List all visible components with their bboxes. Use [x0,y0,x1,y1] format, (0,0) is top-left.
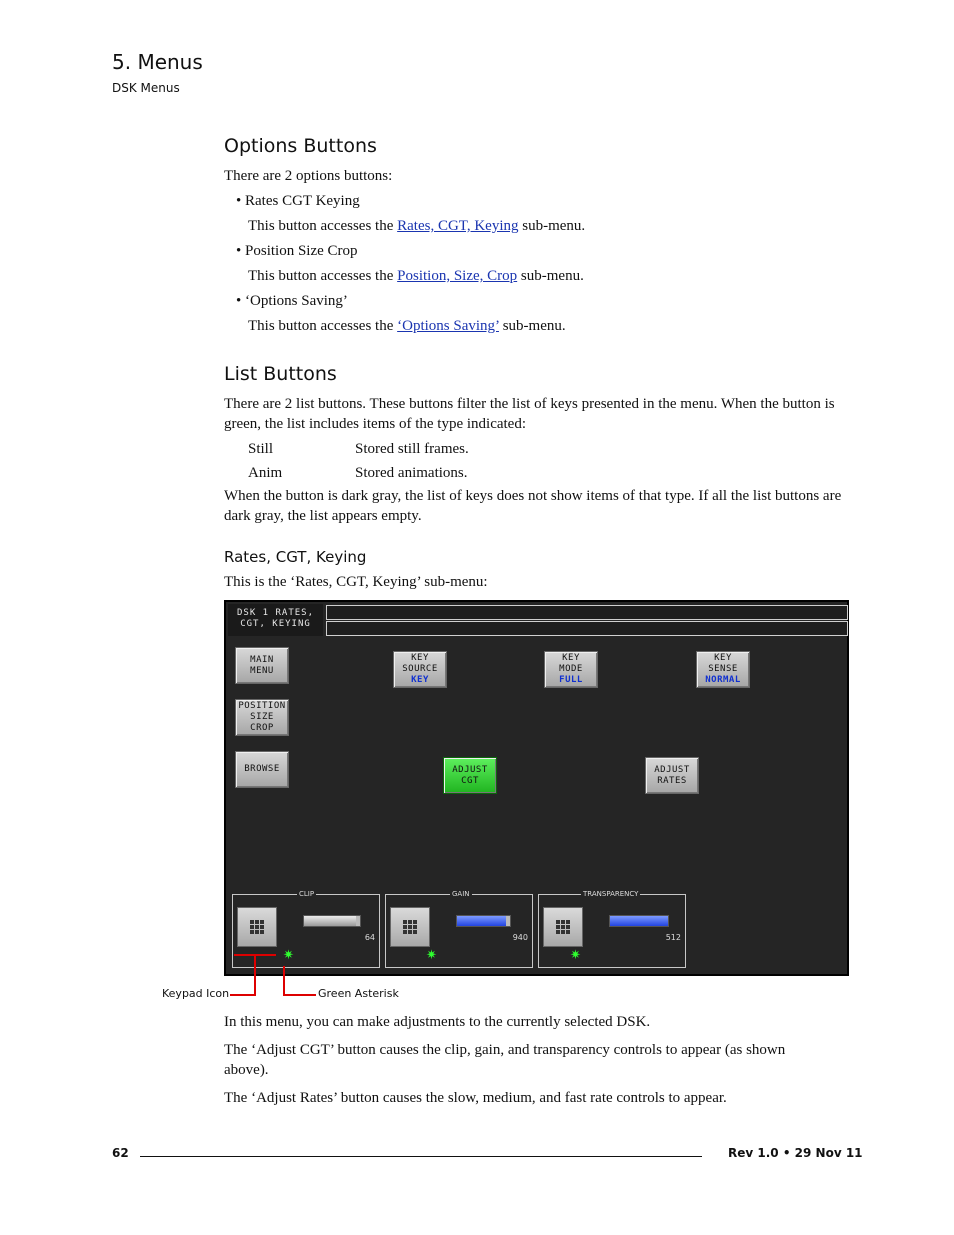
status-field-top [326,605,848,620]
keypad-icon[interactable] [237,907,277,947]
link-options-saving[interactable]: ‘Options Saving’ [397,318,499,334]
gain-control [385,890,533,968]
bullet-desc: This button accesses the Position, Size, Crop sub-menu. [248,268,584,284]
control-value: 940 [512,933,528,942]
link-position-size-crop[interactable]: Position, Size, Crop [397,268,518,284]
bullet-item: • ‘Options Saving’ [236,293,348,309]
keypad-icon[interactable] [543,907,583,947]
menu-title: DSK 1 RATES, CGT, KEYING [228,604,323,636]
keypad-icon[interactable] [390,907,430,947]
clip-slider[interactable] [303,915,361,927]
list-para2: When the button is dark gray, the list of keys does not show items of that type. If all the list buttons are dark gray, the list appears empty. [224,488,842,524]
key-sense-button[interactable]: KEY SENSE NORMAL [696,651,750,688]
gain-slider[interactable] [456,915,511,927]
bullet-desc: This button accesses the ‘Options Saving’ sub-menu. [248,318,566,334]
control-value: 512 [665,933,681,942]
callout-line [254,955,256,995]
browse-button[interactable]: BROWSE [235,751,289,788]
adjust-rates-button[interactable]: ADJUST RATES [645,757,699,794]
keypad-callout: Keypad Icon [162,987,230,1000]
footer-rule [140,1156,702,1157]
list-term: Anim [248,465,283,481]
body-para-2: The ‘Adjust CGT’ button causes the clip, gain, and transparency controls to appear (as shown above). [224,1042,786,1078]
options-heading: Options Buttons [224,135,377,157]
revision-label: Rev 1.0 • 29 Nov 11 [728,1146,863,1160]
options-intro: There are 2 options buttons: [224,168,393,184]
callout-line [283,994,316,996]
chapter-title: 5. Menus [112,50,203,74]
rates-heading: Rates, CGT, Keying [224,548,367,566]
page-number: 62 [112,1146,129,1160]
dsk-menu-screenshot [224,600,849,976]
rates-intro: This is the ‘Rates, CGT, Keying’ sub-menu: [224,574,488,590]
control-label: TRANSPARENCY [583,890,639,898]
list-term: Still [248,441,274,457]
transparency-slider[interactable] [609,915,669,927]
key-mode-button[interactable]: KEY MODE FULL [544,651,598,688]
list-para1: There are 2 list buttons. These buttons filter the list of keys presented in the menu. When the button is green, the list includes items of the type indicated: [224,396,835,432]
bullet-item: • Rates CGT Keying [236,193,360,209]
link-rates-cgt-keying[interactable]: Rates, CGT, Keying [397,218,519,234]
transparency-control [538,890,686,968]
callout-line [283,966,285,995]
list-heading: List Buttons [224,363,337,385]
adjust-cgt-button[interactable]: ADJUST CGT [443,757,497,794]
list-desc: Stored still frames. [355,441,469,457]
control-value: 64 [364,933,375,942]
green-asterisk-icon: ✷ [570,948,581,963]
status-field-bottom [326,621,848,636]
body-para-3: The ‘Adjust Rates’ button causes the slow, medium, and fast rate controls to appear. [224,1090,727,1106]
main-menu-button[interactable]: MAIN MENU [235,647,289,684]
green-asterisk-icon: ✷ [283,948,294,963]
position-size-crop-button[interactable]: POSITION SIZE CROP [235,699,289,736]
bullet-item: • Position Size Crop [236,243,358,259]
bullet-desc: This button accesses the Rates, CGT, Keying sub-menu. [248,218,586,234]
asterisk-callout: Green Asterisk [318,987,399,1000]
control-label: CLIP [299,890,315,898]
key-source-button[interactable]: KEY SOURCE KEY [393,651,447,688]
green-asterisk-icon: ✷ [426,948,437,963]
callout-line [230,994,256,996]
control-label: GAIN [452,890,470,898]
list-desc: Stored animations. [355,465,468,481]
body-para-1: In this menu, you can make adjustments to the currently selected DSK. [224,1014,651,1030]
section-subtitle: DSK Menus [112,81,180,95]
